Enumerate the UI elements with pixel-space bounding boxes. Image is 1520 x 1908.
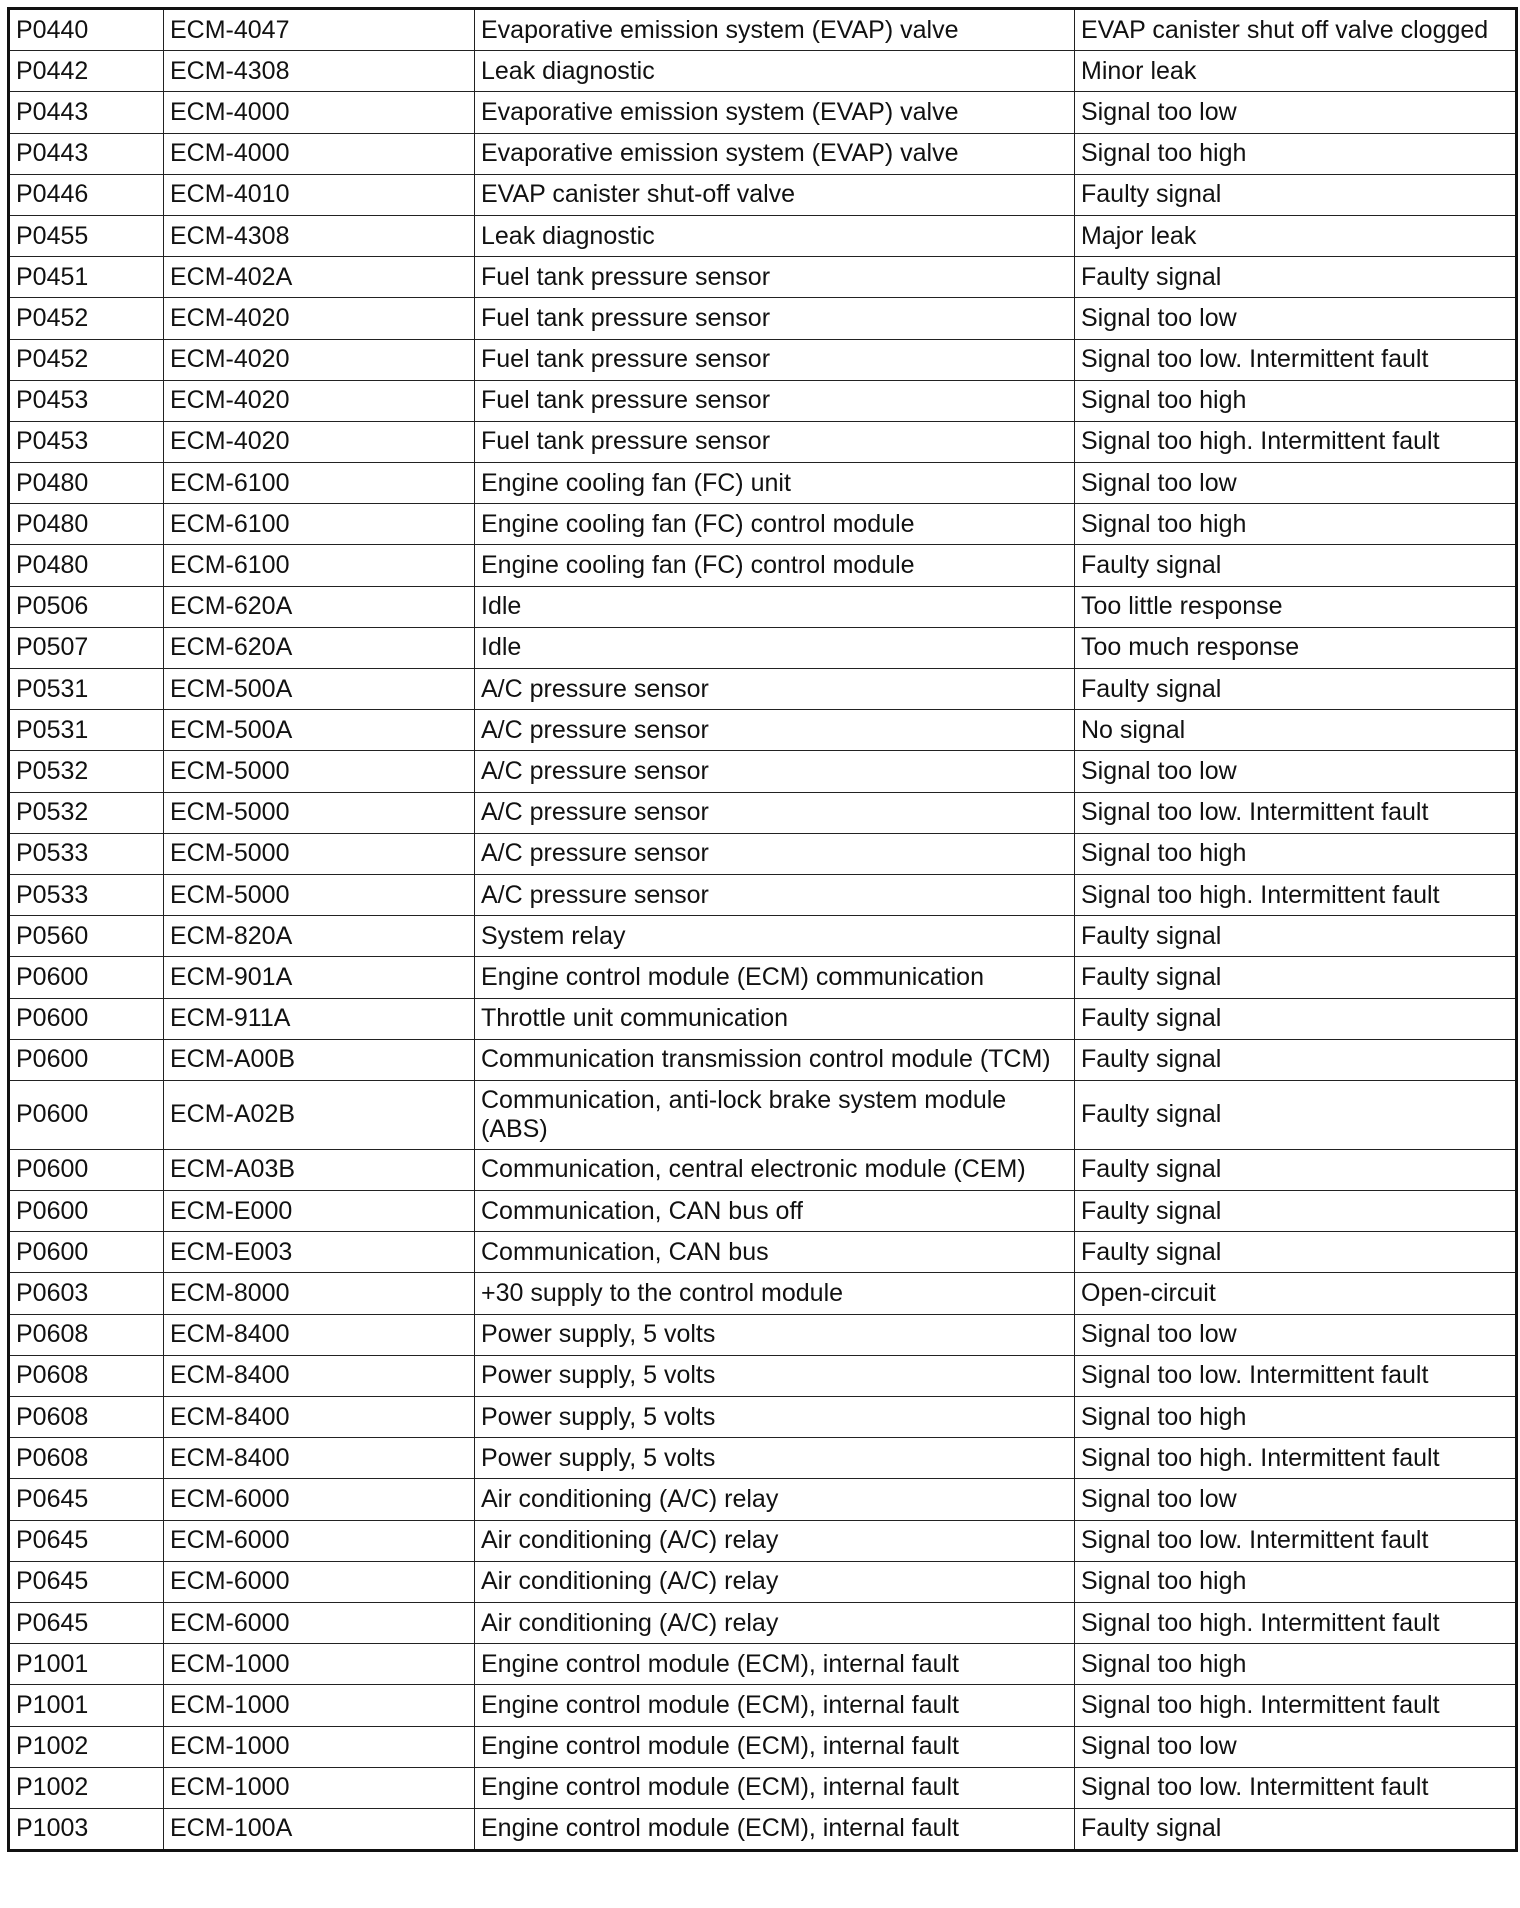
table-row [9,1397,1517,1438]
table-row [9,1314,1517,1355]
table-row [9,1355,1517,1396]
component-cell: Engine control module (ECM), internal fault [475,1685,1075,1726]
table-row [9,174,1517,215]
dtc-code-cell: P0480 [9,504,164,545]
fault-description-cell: Faulty signal [1075,174,1517,215]
table-row [9,339,1517,380]
dtc-code-cell: P0507 [9,627,164,668]
dtc-code-cell: P0440 [9,9,164,51]
component-cell: A/C pressure sensor [475,710,1075,751]
dtc-code-cell: P0600 [9,1191,164,1232]
ecm-code-cell: ECM-4020 [164,421,475,462]
table-row [9,1273,1517,1314]
fault-description-cell: Signal too low. Intermittent fault [1075,339,1517,380]
fault-description-cell: Faulty signal [1075,545,1517,586]
fault-description-cell: Signal too low [1075,298,1517,339]
dtc-code-cell: P0600 [9,957,164,998]
fault-description-cell: Faulty signal [1075,957,1517,998]
dtc-code-cell: P0600 [9,1149,164,1190]
ecm-code-cell: ECM-A03B [164,1149,475,1190]
dtc-code-cell: P0452 [9,298,164,339]
fault-description-cell: Faulty signal [1075,998,1517,1039]
table-row [9,1232,1517,1273]
fault-description-cell: Signal too high. Intermittent fault [1075,874,1517,915]
fault-description-cell: Faulty signal [1075,1080,1517,1149]
dtc-code-cell: P0560 [9,916,164,957]
table-row [9,751,1517,792]
ecm-code-cell: ECM-4000 [164,92,475,133]
dtc-code-cell: P0608 [9,1397,164,1438]
dtc-code-cell: P0506 [9,586,164,627]
ecm-code-cell: ECM-6100 [164,504,475,545]
table-row [9,833,1517,874]
ecm-code-cell: ECM-820A [164,916,475,957]
dtc-code-cell: P1002 [9,1767,164,1808]
table-row [9,215,1517,256]
dtc-code-cell: P1002 [9,1726,164,1767]
component-cell: Engine control module (ECM), internal fault [475,1726,1075,1767]
component-cell: Leak diagnostic [475,215,1075,256]
ecm-code-cell: ECM-5000 [164,792,475,833]
dtc-code-cell: P0443 [9,92,164,133]
dtc-code-cell: P0645 [9,1602,164,1643]
ecm-code-cell: ECM-8400 [164,1355,475,1396]
dtc-code-cell: P0453 [9,380,164,421]
fault-description-cell: Signal too high [1075,1561,1517,1602]
fault-description-cell: Signal too low [1075,92,1517,133]
ecm-code-cell: ECM-100A [164,1808,475,1850]
dtc-code-cell: P0442 [9,51,164,92]
component-cell: Communication, CAN bus off [475,1191,1075,1232]
ecm-code-cell: ECM-4020 [164,298,475,339]
ecm-code-cell: ECM-402A [164,257,475,298]
table-row [9,1479,1517,1520]
ecm-code-cell: ECM-6000 [164,1561,475,1602]
table-row [9,916,1517,957]
component-cell: Communication transmission control module (TCM) [475,1039,1075,1080]
ecm-code-cell: ECM-4020 [164,339,475,380]
table-row [9,1561,1517,1602]
ecm-code-cell: ECM-500A [164,710,475,751]
table-row [9,1602,1517,1643]
table-row [9,586,1517,627]
fault-description-cell: Too little response [1075,586,1517,627]
fault-description-cell: Signal too low. Intermittent fault [1075,1767,1517,1808]
component-cell: Communication, central electronic module (CEM) [475,1149,1075,1190]
table-row [9,298,1517,339]
table-row [9,1191,1517,1232]
fault-description-cell: Signal too low. Intermittent fault [1075,1355,1517,1396]
ecm-code-cell: ECM-901A [164,957,475,998]
table-row [9,92,1517,133]
component-cell: Engine cooling fan (FC) control module [475,504,1075,545]
component-cell: Engine control module (ECM), internal fault [475,1808,1075,1850]
dtc-code-cell: P0532 [9,792,164,833]
component-cell: Engine control module (ECM), internal fault [475,1644,1075,1685]
table-row [9,1520,1517,1561]
table-row [9,1685,1517,1726]
component-cell: Fuel tank pressure sensor [475,421,1075,462]
fault-description-cell: Signal too low [1075,463,1517,504]
fault-description-cell: Signal too high. Intermittent fault [1075,421,1517,462]
component-cell: Fuel tank pressure sensor [475,380,1075,421]
table-row [9,1808,1517,1850]
fault-description-cell: Signal too low [1075,751,1517,792]
fault-description-cell: No signal [1075,710,1517,751]
component-cell: Engine control module (ECM), internal fault [475,1767,1075,1808]
fault-description-cell: Signal too high [1075,1644,1517,1685]
table-row [9,627,1517,668]
dtc-code-cell: P0608 [9,1438,164,1479]
fault-description-cell: Signal too high. Intermittent fault [1075,1602,1517,1643]
fault-description-cell: Signal too high. Intermittent fault [1075,1438,1517,1479]
component-cell: Engine cooling fan (FC) control module [475,545,1075,586]
fault-description-cell: Signal too high [1075,1397,1517,1438]
table-row [9,1039,1517,1080]
component-cell: Engine control module (ECM) communication [475,957,1075,998]
fault-description-cell: Signal too low. Intermittent fault [1075,792,1517,833]
dtc-code-cell: P0451 [9,257,164,298]
ecm-code-cell: ECM-1000 [164,1644,475,1685]
component-cell: A/C pressure sensor [475,833,1075,874]
ecm-code-cell: ECM-1000 [164,1767,475,1808]
dtc-code-cell: P0608 [9,1355,164,1396]
fault-description-cell: Signal too high [1075,133,1517,174]
dtc-code-cell: P0453 [9,421,164,462]
dtc-code-cell: P0480 [9,463,164,504]
fault-description-cell: Signal too high [1075,504,1517,545]
table-row [9,380,1517,421]
component-cell: Power supply, 5 volts [475,1397,1075,1438]
ecm-code-cell: ECM-8400 [164,1314,475,1355]
component-cell: Fuel tank pressure sensor [475,298,1075,339]
component-cell: A/C pressure sensor [475,751,1075,792]
dtc-table-body [9,9,1517,1851]
ecm-code-cell: ECM-1000 [164,1726,475,1767]
table-row [9,504,1517,545]
dtc-table [7,7,1518,1852]
ecm-code-cell: ECM-6000 [164,1520,475,1561]
fault-description-cell: Faulty signal [1075,916,1517,957]
ecm-code-cell: ECM-E003 [164,1232,475,1273]
component-cell: A/C pressure sensor [475,669,1075,710]
dtc-code-cell: P0532 [9,751,164,792]
component-cell: +30 supply to the control module [475,1273,1075,1314]
ecm-code-cell: ECM-4308 [164,215,475,256]
fault-description-cell: Signal too high. Intermittent fault [1075,1685,1517,1726]
dtc-code-cell: P0600 [9,1039,164,1080]
dtc-code-cell: P1003 [9,1808,164,1850]
dtc-code-cell: P0600 [9,998,164,1039]
fault-description-cell: Faulty signal [1075,257,1517,298]
table-row [9,545,1517,586]
component-cell: Idle [475,586,1075,627]
table-row [9,1080,1517,1149]
component-cell: A/C pressure sensor [475,874,1075,915]
component-cell: Idle [475,627,1075,668]
component-cell: Power supply, 5 volts [475,1438,1075,1479]
ecm-code-cell: ECM-8400 [164,1397,475,1438]
component-cell: Fuel tank pressure sensor [475,257,1075,298]
table-row [9,9,1517,51]
ecm-code-cell: ECM-E000 [164,1191,475,1232]
component-cell: Evaporative emission system (EVAP) valve [475,92,1075,133]
table-row [9,463,1517,504]
table-row [9,669,1517,710]
ecm-code-cell: ECM-A02B [164,1080,475,1149]
dtc-code-cell: P1001 [9,1644,164,1685]
table-row [9,792,1517,833]
dtc-code-cell: P1001 [9,1685,164,1726]
fault-description-cell: Faulty signal [1075,1149,1517,1190]
table-row [9,1438,1517,1479]
dtc-code-cell: P0455 [9,215,164,256]
dtc-code-cell: P0533 [9,874,164,915]
dtc-code-cell: P0600 [9,1080,164,1149]
ecm-code-cell: ECM-6000 [164,1479,475,1520]
table-row [9,710,1517,751]
table-row [9,421,1517,462]
dtc-code-cell: P0480 [9,545,164,586]
table-row [9,51,1517,92]
table-row [9,133,1517,174]
dtc-code-cell: P0531 [9,710,164,751]
component-cell: Air conditioning (A/C) relay [475,1602,1075,1643]
fault-description-cell: Signal too low [1075,1726,1517,1767]
ecm-code-cell: ECM-6100 [164,463,475,504]
dtc-code-cell: P0645 [9,1520,164,1561]
fault-description-cell: Faulty signal [1075,1039,1517,1080]
table-row [9,957,1517,998]
fault-description-cell: Minor leak [1075,51,1517,92]
table-row [9,998,1517,1039]
fault-description-cell: Signal too low. Intermittent fault [1075,1520,1517,1561]
dtc-code-cell: P0645 [9,1479,164,1520]
table-row [9,1726,1517,1767]
component-cell: Engine cooling fan (FC) unit [475,463,1075,504]
component-cell: Fuel tank pressure sensor [475,339,1075,380]
ecm-code-cell: ECM-4308 [164,51,475,92]
dtc-code-cell: P0443 [9,133,164,174]
ecm-code-cell: ECM-4047 [164,9,475,51]
component-cell: Leak diagnostic [475,51,1075,92]
ecm-code-cell: ECM-8000 [164,1273,475,1314]
ecm-code-cell: ECM-4010 [164,174,475,215]
fault-description-cell: Faulty signal [1075,1232,1517,1273]
fault-description-cell: EVAP canister shut off valve clogged [1075,9,1517,51]
fault-description-cell: Major leak [1075,215,1517,256]
component-cell: Air conditioning (A/C) relay [475,1479,1075,1520]
ecm-code-cell: ECM-8400 [164,1438,475,1479]
component-cell: Communication, CAN bus [475,1232,1075,1273]
dtc-code-cell: P0603 [9,1273,164,1314]
dtc-code-cell: P0531 [9,669,164,710]
fault-description-cell: Signal too low [1075,1314,1517,1355]
ecm-code-cell: ECM-5000 [164,833,475,874]
ecm-code-cell: ECM-620A [164,627,475,668]
ecm-code-cell: ECM-1000 [164,1685,475,1726]
dtc-code-cell: P0533 [9,833,164,874]
component-cell: System relay [475,916,1075,957]
dtc-code-cell: P0446 [9,174,164,215]
ecm-code-cell: ECM-6000 [164,1602,475,1643]
ecm-code-cell: ECM-911A [164,998,475,1039]
ecm-code-cell: ECM-4000 [164,133,475,174]
table-row [9,1644,1517,1685]
table-row [9,257,1517,298]
fault-description-cell: Faulty signal [1075,1191,1517,1232]
dtc-code-cell: P0452 [9,339,164,380]
fault-description-cell: Signal too high [1075,833,1517,874]
component-cell: Evaporative emission system (EVAP) valve [475,133,1075,174]
fault-description-cell: Open-circuit [1075,1273,1517,1314]
component-cell: Power supply, 5 volts [475,1355,1075,1396]
ecm-code-cell: ECM-620A [164,586,475,627]
ecm-code-cell: ECM-A00B [164,1039,475,1080]
fault-description-cell: Signal too low [1075,1479,1517,1520]
dtc-code-cell: P0600 [9,1232,164,1273]
component-cell: Power supply, 5 volts [475,1314,1075,1355]
component-cell: A/C pressure sensor [475,792,1075,833]
component-cell: Air conditioning (A/C) relay [475,1561,1075,1602]
dtc-code-cell: P0608 [9,1314,164,1355]
component-cell: Communication, anti-lock brake system module (ABS) [475,1080,1075,1149]
fault-description-cell: Too much response [1075,627,1517,668]
ecm-code-cell: ECM-6100 [164,545,475,586]
ecm-code-cell: ECM-5000 [164,874,475,915]
ecm-code-cell: ECM-4020 [164,380,475,421]
fault-description-cell: Faulty signal [1075,1808,1517,1850]
ecm-code-cell: ECM-500A [164,669,475,710]
table-row [9,1767,1517,1808]
dtc-code-cell: P0645 [9,1561,164,1602]
table-row [9,1149,1517,1190]
ecm-code-cell: ECM-5000 [164,751,475,792]
fault-description-cell: Signal too high [1075,380,1517,421]
fault-description-cell: Faulty signal [1075,669,1517,710]
component-cell: Evaporative emission system (EVAP) valve [475,9,1075,51]
component-cell: Air conditioning (A/C) relay [475,1520,1075,1561]
component-cell: EVAP canister shut-off valve [475,174,1075,215]
component-cell: Throttle unit communication [475,998,1075,1039]
table-row [9,874,1517,915]
